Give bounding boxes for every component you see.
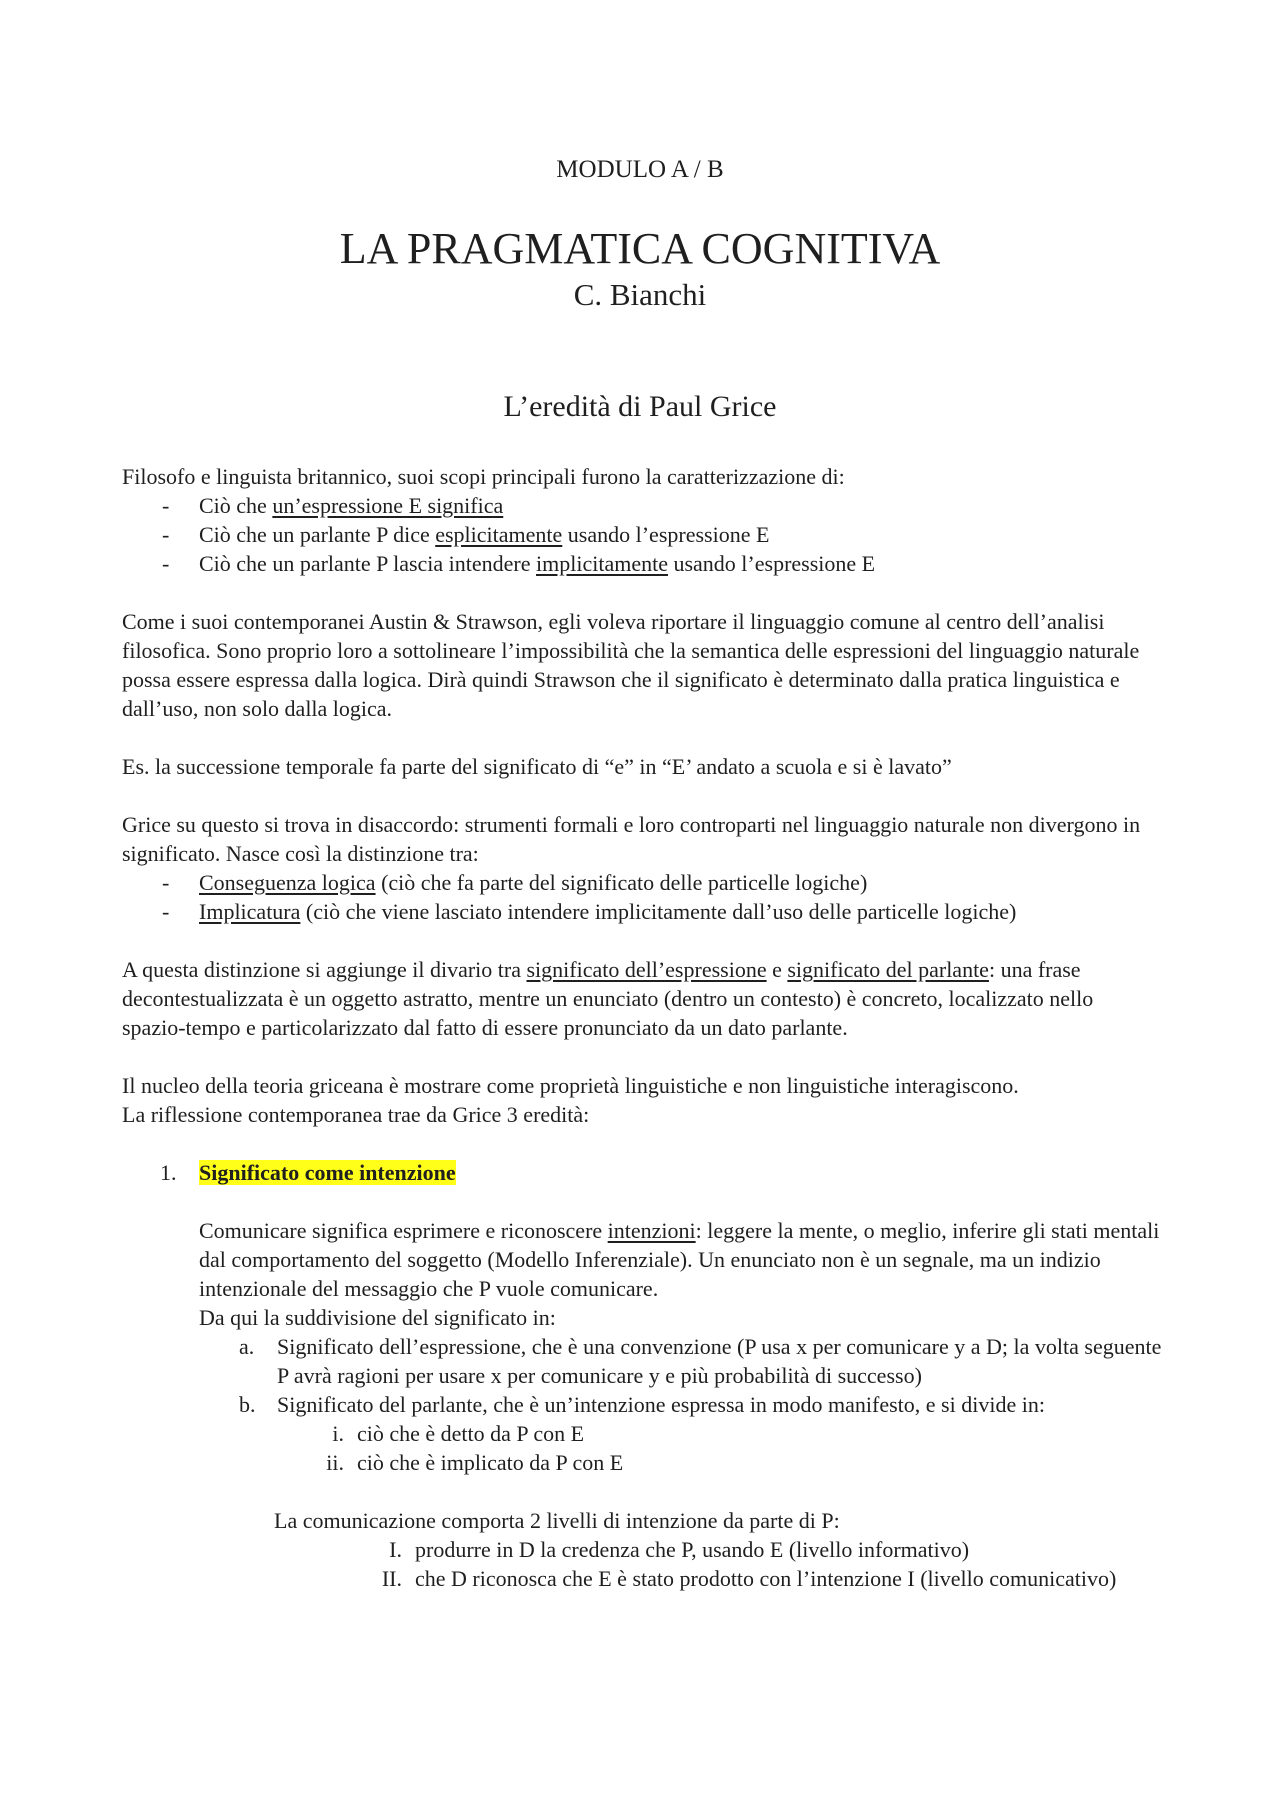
list-item-text: che D riconosca che E è stato prodotto con l’intenzione I (livello comunicativo) (415, 1566, 1117, 1591)
aims-list (122, 491, 1162, 578)
list-item-text: (ciò che fa parte del significato delle particelle logiche) (375, 870, 868, 895)
intention-levels-list (122, 1535, 1162, 1593)
text-run: Comunicare significa esprimere e riconoscere (199, 1218, 608, 1243)
nucleus-line: Il nucleo della teoria griceana è mostrare come proprietà linguistiche e non linguistiche interagiscono. (122, 1073, 1019, 1098)
list-item-text: (ciò che viene lasciato intendere implicitamente dall’uso delle particelle logiche) (300, 899, 1017, 924)
list-item-text: Significato dell’espressione, che è una convenzione (P usa x per comunicare y a D; la volta seguente P avrà ragioni per usare x per comunicare y e più probabilità di successo) (277, 1334, 1162, 1388)
list-item (122, 520, 1162, 549)
levels-intro: La comunicazione comporta 2 livelli di intenzione da parte di P: (274, 1508, 840, 1533)
list-marker: II. (381, 1566, 402, 1591)
list-marker: i. (332, 1421, 344, 1446)
section-heading: L’eredità di Paul Grice (503, 390, 777, 423)
point-1-heading (122, 1158, 1162, 1187)
underlined-term: Implicatura (199, 899, 301, 924)
list-marker: b. (239, 1392, 256, 1417)
text-run: : una frase decontestualizzata è un oggetto astratto, mentre un enunciato (dentro un contesto) è concreto, localizzato nello spazio-tempo e particolarizzato dal fatto di essere pronunciato da un dato parlante. (122, 957, 1094, 1040)
intro-paragraph: Filosofo e linguista britannico, suoi scopi principali furono la caratterizzazione di: (122, 464, 845, 489)
list-marker: ii. (326, 1450, 344, 1475)
intention-paragraph (122, 1216, 1162, 1303)
list-item (122, 491, 1162, 520)
list-item-text: Significato del parlante, che è un’intenzione espressa in modo manifesto, e si divide in: (277, 1392, 1045, 1417)
legacy-line: La riflessione contemporanea trae da Grice 3 eredità: (122, 1102, 590, 1127)
highlighted-heading: Significato come intenzione (199, 1160, 456, 1185)
list-item (122, 1332, 1162, 1390)
disagreement-paragraph: Grice su questo si trova in disaccordo: strumenti formali e loro controparti nel linguaggio naturale non divergono in significato. Nasce così la distinzione tra: (122, 812, 1141, 866)
list-item (122, 1419, 1162, 1448)
text-run: e (766, 957, 788, 982)
underlined-term: esplicitamente (435, 522, 563, 547)
list-number: 1. (160, 1160, 177, 1185)
list-item (122, 1390, 1162, 1419)
list-item (122, 897, 1162, 926)
list-item (122, 549, 1162, 578)
list-item (122, 1564, 1162, 1593)
list-item-text: usando l’espressione E (562, 522, 770, 547)
list-item-text: Ciò che (199, 493, 273, 518)
list-item-text: Ciò che un parlante P dice (199, 522, 436, 547)
subdivision-line: Da qui la suddivisione del significato in: (199, 1305, 556, 1330)
underlined-term: significato dell’espressione (526, 957, 767, 982)
underlined-term: Conseguenza logica (199, 870, 376, 895)
underlined-term: significato del parlante (787, 957, 989, 982)
example-paragraph: Es. la successione temporale fa parte del significato di “e” in “E’ andato a scuola e si è lavato” (122, 754, 952, 779)
list-item (122, 868, 1162, 897)
list-item (122, 1448, 1162, 1477)
list-item (122, 1535, 1162, 1564)
meaning-gap-paragraph (122, 955, 1162, 1042)
author: C. Bianchi (573, 277, 707, 312)
list-item-text: ciò che è implicato da P con E (357, 1450, 624, 1475)
list-item-text: ciò che è detto da P con E (357, 1421, 585, 1446)
meaning-subdivision-list (122, 1332, 1162, 1419)
speaker-meaning-list (122, 1419, 1162, 1477)
text-run: A questa distinzione si aggiunge il divario tra (122, 957, 527, 982)
list-marker: I. (389, 1537, 402, 1562)
text-run: : leggere la mente, o meglio, inferire gli stati mentali dal comportamento del soggetto (Modello Inferenziale). Un enunciato non è un segnale, ma un indizio intenzionale del messaggio che P vuole comunicare. (199, 1218, 1160, 1301)
page-title: LA PRAGMATICA COGNITIVA (339, 224, 941, 273)
underlined-term: un’espressione E significa (272, 493, 504, 518)
document-body (122, 462, 1162, 1593)
list-item-text: produrre in D la credenza che P, usando E (livello informativo) (415, 1537, 970, 1562)
list-item-text: Ciò che un parlante P lascia intendere (199, 551, 537, 576)
underlined-term: implicitamente (536, 551, 668, 576)
list-item-text: usando l’espressione E (667, 551, 876, 576)
distinction-list (122, 868, 1162, 926)
underlined-term: intenzioni (607, 1218, 696, 1243)
module-label: MODULO A / B (556, 156, 724, 183)
list-marker: a. (239, 1334, 255, 1359)
austin-strawson-paragraph: Come i suoi contemporanei Austin & Strawson, egli voleva riportare il linguaggio comune al centro dell’analisi filosofica. Sono proprio loro a sottolineare l’impossibilità che la semantica delle espressioni del linguaggio naturale possa essere espressa dalla logica. Dirà quindi Strawson che il significato è determinato dalla pratica linguistica e dall’uso, non solo dalla logica. (122, 609, 1140, 721)
